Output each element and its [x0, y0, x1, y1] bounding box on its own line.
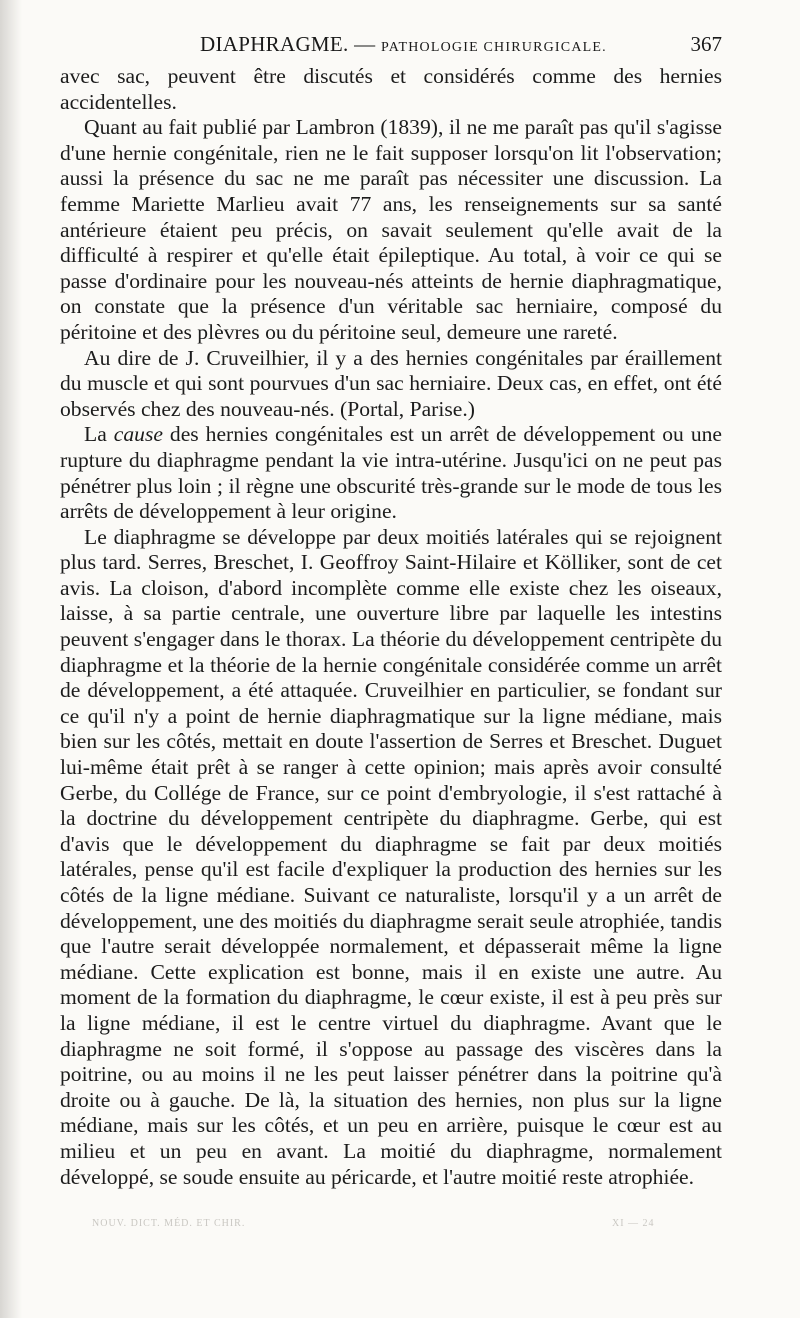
- paragraph-4-start: La: [84, 422, 114, 447]
- paragraph-4-italic-cause: cause: [113, 422, 163, 447]
- paragraph-5: Le diaphragme se développe par deux moitiés latérales qui se rejoignent plus tard. Serres, Breschet, I. Geoffroy Saint-Hilaire et Kölliker, sont de cet avis. La cloison, d'abord incomplète comme elle existe chez les oiseaux, laisse, à sa partie centrale, une ouverture libre par laquelle les intestins peuvent s'engager dans le thorax. La théorie du développement centripète du diaphragme et la théorie de la hernie congénitale considérée comme un arrêt de développement, a été attaquée. Cruveilhier en particulier, se fondant sur ce qu'il n'y a point de hernie diaphragmatique sur la ligne médiane, mais bien sur les côtés, mettait en doute l'assertion de Serres et Breschet. Duguet lui-même était prêt à se ranger à cette opinion; mais après avoir consulté Gerbe, du Collége de France, sur ce point d'embryologie, il s'est rattaché à la doctrine du développement centripète du diaphragme. Gerbe, qui est d'avis que le développement du diaphragme se fait par deux moitiés latérales, pense qu'il est facile d'expliquer la production des hernies sur les côtés de la ligne médiane. Suivant ce naturaliste, lorsqu'il y a un arrêt de développement, une des moitiés du diaphragme serait seule atrophiée, tandis que l'autre serait développée normalement, et dépasserait même la ligne médiane. Cette explication est bonne, mais il en existe une autre. Au moment de la formation du diaphragme, le cœur existe, il est à peu près sur la ligne médiane, il est le centre virtuel du diaphragme. Avant que le diaphragme ne soit formé, il s'oppose au passage des viscères dans la poitrine, ou au moins il ne les peut laisser pénétrer dans la poitrine qu'à droite ou à gauche. De là, la situation des hernies, non plus sur la ligne médiane, mais sur les côtés, et un peu en arrière, puisque le cœur est au milieu et un peu en avant. La moitié du diaphragme, normalement développé, se soude ensuite au péricarde, et l'autre moitié reste atrophiée.: [60, 524, 722, 1189]
- header-title: DIAPHRAGME.: [200, 32, 349, 56]
- running-header: [60, 30, 722, 58]
- footer-left: NOUV. DICT. MÉD. ET CHIR.: [92, 1218, 246, 1229]
- binding-shadow: [0, 0, 22, 1318]
- paragraph-2: Quant au fait publié par Lambron (1839), il ne me paraît pas qu'il s'agisse d'une hernie congénitale, rien ne le fait supposer lorsqu'on lit l'observation; aussi la présence du sac ne me paraît pas nécessiter une discussion. La femme Mariette Marlieu avait 77 ans, les renseignements sur sa santé antérieure étaient peu précis, on savait seulement qu'elle avait de la difficulté à respirer et qu'elle était épileptique. Au total, à voir ce qui se passe d'ordinaire pour les nouveau-nés atteints de hernie diaphragmatique, on constate que la présence d'un véritable sac herniaire, composé du péritoine et des plèvres ou du péritoine seul, demeure une rareté.: [60, 115, 722, 344]
- footer-right: XI — 24: [612, 1218, 655, 1229]
- paragraph-4-rest: des hernies congénitales est un arrêt de développement ou une rupture du diaphragme pendant la vie intra-utérine. Jusqu'ici on ne peut pas pénétrer plus loin ; il règne une obscurité très-grande sur le mode de tous les arrêts de développement à leur origine.: [60, 422, 722, 524]
- paragraph-4: [60, 422, 722, 524]
- paragraph-1: avec sac, peuvent être discutés et considérés comme des hernies accidentelles.: [60, 64, 722, 114]
- page-number: 367: [690, 32, 722, 56]
- header-title-group: [200, 30, 607, 62]
- paragraph-3: Au dire de J. Cruveilhier, il y a des hernies congénitales par éraillement du muscle et qui sont pourvues d'un sac herniaire. Deux cas, en effet, ont été observés chez des nouveau-nés. (Portal, Parise.): [60, 345, 722, 421]
- header-separator: —: [354, 32, 376, 56]
- body-text: [60, 64, 722, 1190]
- signature-footer: [92, 1218, 732, 1236]
- header-subtitle: PATHOLOGIE CHIRURGICALE.: [381, 40, 607, 55]
